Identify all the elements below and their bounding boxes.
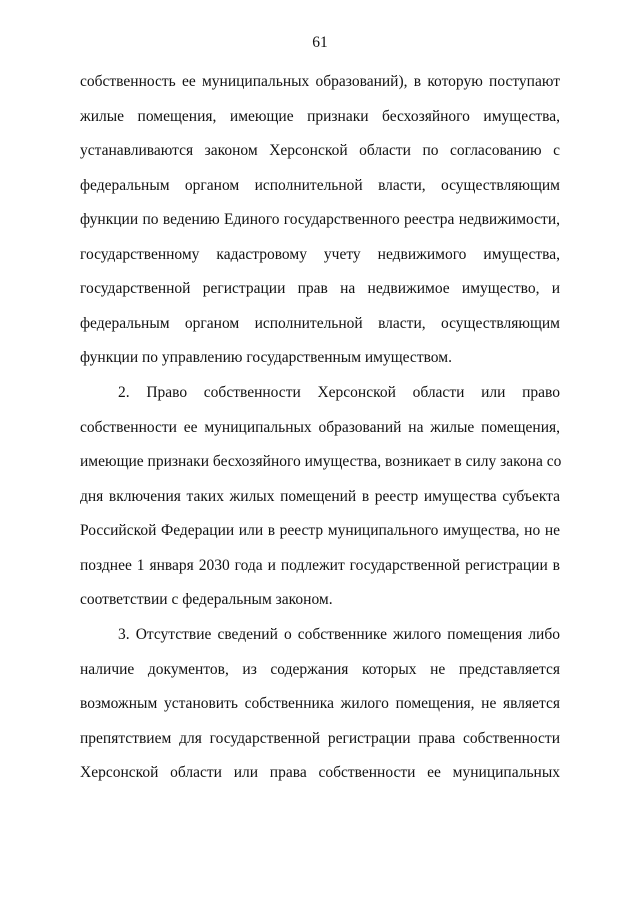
text-line: Херсонской области или права собственности ее муниципальных [80, 764, 560, 781]
paragraph-3-first-line: 3. Отсутствие сведений о собственнике жилого помещения либо [118, 626, 560, 643]
text-line: дня включения таких жилых помещений в реестр имущества субъекта [80, 488, 560, 505]
text-line: государственной регистрации прав на недвижимое имущество, и [80, 280, 560, 297]
text-line: соответствии с федеральным законом. [80, 591, 333, 608]
paragraph-2-first-line: 2. Право собственности Херсонской области или право [118, 384, 560, 401]
text-line: функции по управлению государственным имуществом. [80, 349, 452, 366]
text-line: Российской Федерации или в реестр муниципального имущества, но не [80, 522, 560, 539]
text-line: имеющие признаки бесхозяйного имущества, возникает в силу закона со [80, 453, 562, 470]
text-line: жилые помещения, имеющие признаки бесхозяйного имущества, [80, 108, 560, 125]
text-line: наличие документов, из содержания которых не представляется [80, 661, 560, 678]
text-line: федеральным органом исполнительной власти, осуществляющим [80, 177, 560, 194]
text-line: федеральным органом исполнительной власти, осуществляющим [80, 315, 560, 332]
text-line: государственному кадастровому учету недвижимого имущества, [80, 246, 560, 263]
text-line: возможным установить собственника жилого помещения, не является [80, 695, 560, 712]
text-line: позднее 1 января 2030 года и подлежит государственной регистрации в [80, 557, 560, 574]
text-line: собственности ее муниципальных образований на жилые помещения, [80, 419, 560, 436]
text-line: устанавливаются законом Херсонской области по согласованию с [80, 142, 560, 159]
page-number: 61 [312, 34, 328, 51]
text-line: собственность ее муниципальных образований), в которую поступают [80, 73, 560, 90]
text-line: препятствием для государственной регистрации права собственности [80, 730, 560, 747]
text-line: функции по ведению Единого государственного реестра недвижимости, [80, 211, 560, 228]
